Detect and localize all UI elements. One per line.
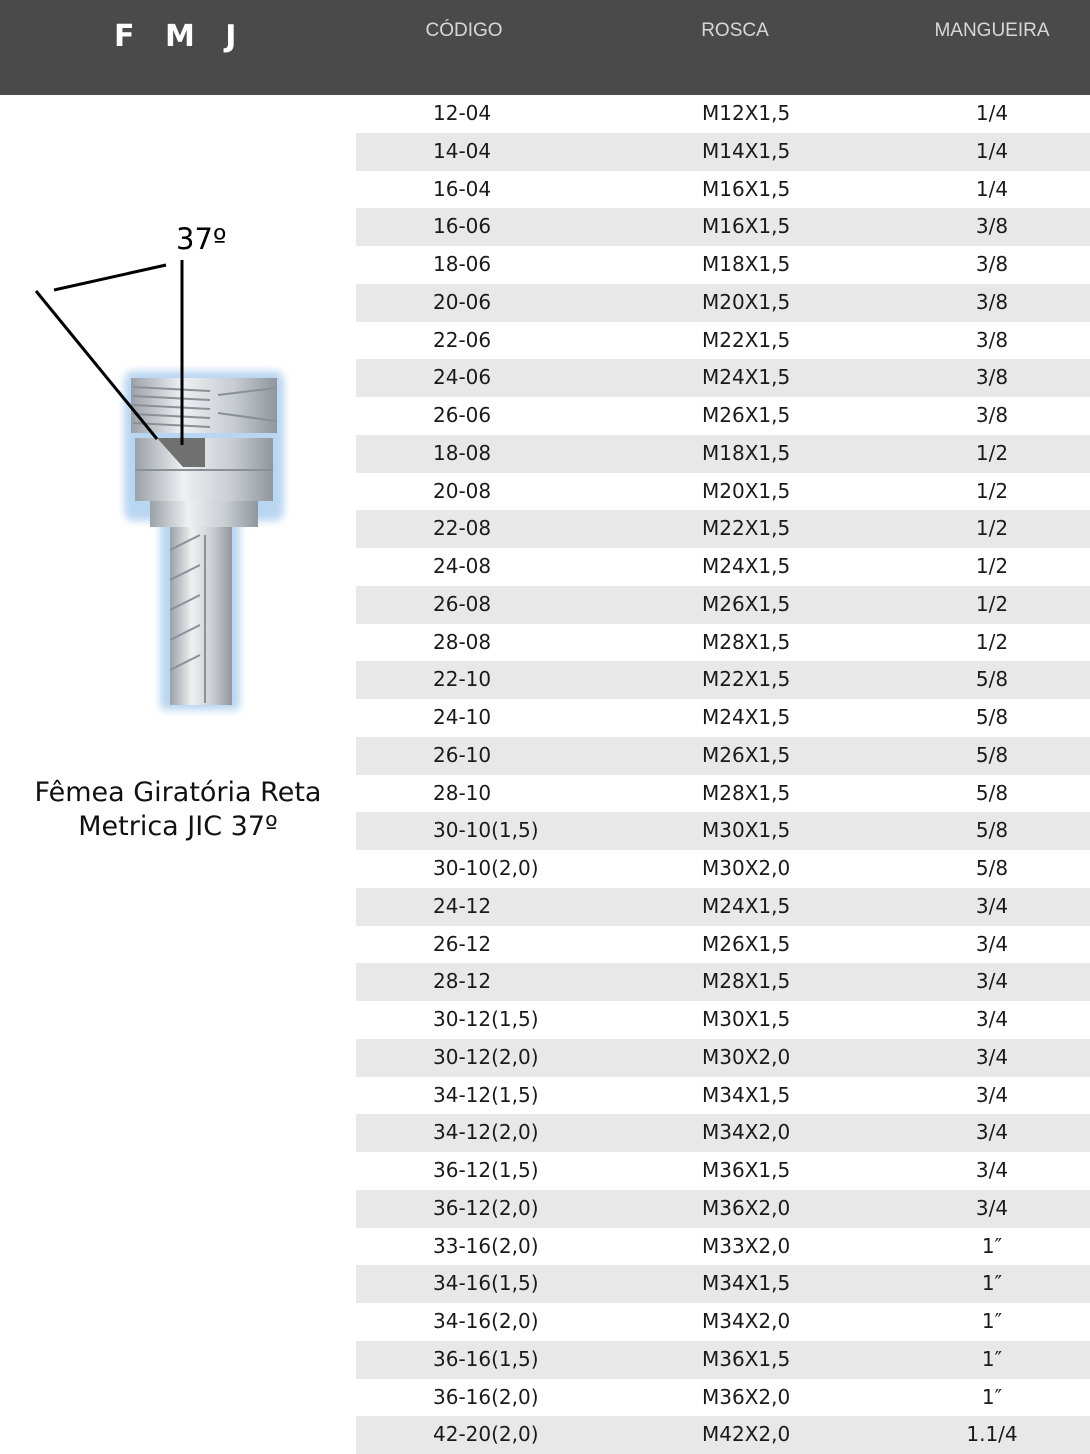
cell-hose: 5/8: [975, 742, 1009, 767]
cell-code: 24-08: [433, 554, 492, 578]
cell-code: 20-08: [433, 478, 492, 503]
table-row: [356, 435, 1090, 473]
cell-code: 12-04: [433, 101, 492, 125]
cell-thread: M28X1,5: [702, 780, 791, 805]
cell-code: 22-06: [433, 327, 492, 352]
cell-code: 28-12: [433, 969, 492, 994]
table-row: [356, 963, 1090, 1001]
cell-hose: 1/2: [975, 440, 1009, 465]
table-row: [356, 1379, 1090, 1417]
cell-thread: M36X1,5: [702, 1346, 791, 1371]
cell-code: 22-08: [433, 516, 492, 541]
cell-code: 24-12: [433, 893, 492, 918]
table-row: [356, 586, 1090, 624]
table-row: [356, 737, 1090, 775]
cell-code: 34-16(2,0): [433, 1309, 539, 1333]
cell-code: 36-12(2,0): [433, 1195, 539, 1220]
cell-hose: 1/4: [975, 138, 1009, 163]
cell-code: 34-16(1,5): [433, 1271, 539, 1296]
table-row: [356, 171, 1090, 209]
product-table: [356, 95, 1090, 1454]
cell-code: 18-08: [433, 440, 492, 465]
cell-code: 34-12(2,0): [433, 1120, 539, 1145]
cell-code: 16-06: [433, 214, 492, 239]
cell-thread: M34X2,0: [702, 1309, 791, 1333]
hose-stem: [170, 527, 232, 705]
cell-hose: 3/4: [975, 1120, 1009, 1145]
table-row: [356, 1001, 1090, 1039]
cell-thread: M36X2,0: [702, 1195, 791, 1220]
table-row: [356, 1265, 1090, 1303]
cell-thread: M28X1,5: [702, 969, 791, 994]
cell-code: 30-12(1,5): [433, 1007, 539, 1031]
cell-thread: M22X1,5: [702, 516, 791, 541]
cell-thread: M26X1,5: [702, 742, 791, 767]
cell-thread: M18X1,5: [702, 252, 791, 276]
table-row: [356, 775, 1090, 813]
cell-code: 28-10: [433, 780, 492, 805]
cell-thread: M24X1,5: [702, 893, 791, 918]
cell-code: 34-12(1,5): [433, 1082, 539, 1107]
cell-thread: M24X1,5: [702, 705, 791, 729]
table-row: [356, 1228, 1090, 1266]
fitting-drawing: [0, 95, 356, 795]
cell-hose: 5/8: [975, 667, 1009, 692]
cell-code: 30-10(1,5): [433, 818, 539, 843]
cell-hose: 1″: [981, 1309, 1003, 1333]
table-row: [356, 284, 1090, 322]
cell-thread: M36X1,5: [702, 1158, 791, 1182]
cell-code: 36-16(1,5): [433, 1346, 539, 1371]
cell-code: 18-06: [433, 252, 492, 276]
cell-code: 26-12: [433, 931, 492, 956]
cell-hose: 3/4: [975, 1082, 1009, 1107]
cell-hose: 5/8: [975, 705, 1009, 729]
cell-code: 36-16(2,0): [433, 1384, 539, 1409]
cell-hose: 3/4: [975, 1158, 1009, 1182]
cell-hose: 1/2: [975, 629, 1009, 654]
cell-code: 26-06: [433, 403, 492, 427]
table-row: [356, 1341, 1090, 1379]
cell-code: 30-10(2,0): [433, 856, 539, 880]
cell-thread: M24X1,5: [702, 365, 791, 390]
cell-code: 26-08: [433, 591, 492, 616]
cell-hose: 3/8: [975, 289, 1009, 314]
cell-hose: 1/2: [975, 516, 1009, 541]
cell-hose: 1/4: [975, 101, 1009, 125]
cell-code: 22-10: [433, 667, 492, 692]
angle-label: 37º: [176, 222, 227, 256]
cell-hose: 3/4: [975, 1007, 1009, 1031]
table-row: [356, 1190, 1090, 1228]
table-row: [356, 1039, 1090, 1077]
cell-thread: M24X1,5: [702, 554, 791, 578]
cell-code: 24-06: [433, 365, 492, 390]
cell-thread: M22X1,5: [702, 667, 791, 692]
column-header-mangueira: MANGUEIRA: [934, 20, 1050, 41]
table-row: [356, 473, 1090, 511]
table-row: [356, 850, 1090, 888]
cell-thread: M20X1,5: [702, 289, 791, 314]
cell-hose: 1/2: [975, 554, 1009, 578]
fitting-illustration: [0, 95, 356, 795]
cell-thread: M14X1,5: [702, 138, 791, 163]
cell-hose: 1″: [981, 1346, 1003, 1371]
cell-thread: M26X1,5: [702, 591, 791, 616]
table-row: [356, 133, 1090, 171]
cell-hose: 3/8: [975, 214, 1009, 239]
cell-hose: 5/8: [975, 856, 1009, 880]
table-row: [356, 1077, 1090, 1115]
table-row: [356, 926, 1090, 964]
product-caption: [0, 776, 356, 844]
cell-code: 30-12(2,0): [433, 1044, 539, 1069]
brand-logo: F M J: [114, 19, 247, 54]
cell-thread: M30X1,5: [702, 1007, 791, 1031]
cell-code: 36-12(1,5): [433, 1158, 539, 1182]
table-row: [356, 661, 1090, 699]
cell-hose: 3/4: [975, 1044, 1009, 1069]
table-row: [356, 1416, 1090, 1454]
cell-hose: 3/8: [975, 327, 1009, 352]
collar: [150, 501, 258, 527]
table-row: [356, 699, 1090, 737]
cell-hose: 3/4: [975, 931, 1009, 956]
cell-hose: 3/8: [975, 365, 1009, 390]
cell-hose: 5/8: [975, 818, 1009, 843]
cell-thread: M42X2,0: [702, 1422, 791, 1447]
table-row: [356, 624, 1090, 662]
column-header-codigo: CÓDIGO: [425, 20, 503, 41]
cell-hose: 1″: [981, 1271, 1003, 1296]
cell-thread: M26X1,5: [702, 931, 791, 956]
table-row: [356, 322, 1090, 360]
caption-line-2: Metrica JIC 37º: [78, 811, 278, 842]
cell-code: 16-04: [433, 176, 492, 201]
table-row: [356, 246, 1090, 284]
cell-hose: 3/8: [975, 252, 1009, 276]
table-row: [356, 397, 1090, 435]
cell-hose: 1/4: [975, 176, 1009, 201]
table-row: [356, 208, 1090, 246]
cell-thread: M22X1,5: [702, 327, 791, 352]
column-header-rosca: ROSCA: [701, 20, 769, 41]
cell-hose: 1/2: [975, 478, 1009, 503]
cell-code: 20-06: [433, 289, 492, 314]
cell-code: 24-10: [433, 705, 492, 729]
table-row: [356, 548, 1090, 586]
cell-code: 42-20(2,0): [433, 1422, 539, 1447]
cell-code: 33-16(2,0): [433, 1233, 539, 1258]
cell-thread: M20X1,5: [702, 478, 791, 503]
cell-thread: M33X2,0: [702, 1233, 791, 1258]
cell-hose: 1/2: [975, 591, 1009, 616]
cell-hose: 5/8: [975, 780, 1009, 805]
cell-thread: M28X1,5: [702, 629, 791, 654]
cell-hose: 1.1/4: [966, 1422, 1018, 1447]
cell-thread: M12X1,5: [702, 101, 791, 125]
cell-code: 26-10: [433, 742, 492, 767]
cell-thread: M30X2,0: [702, 1044, 791, 1069]
table-row: [356, 1303, 1090, 1341]
cell-code: 14-04: [433, 138, 492, 163]
cell-thread: M34X2,0: [702, 1120, 791, 1145]
cell-thread: M30X1,5: [702, 818, 791, 843]
cell-thread: M34X1,5: [702, 1271, 791, 1296]
cell-thread: M16X1,5: [702, 176, 791, 201]
cell-thread: M36X2,0: [702, 1384, 791, 1409]
cell-thread: M16X1,5: [702, 214, 791, 239]
cell-hose: 3/4: [975, 969, 1009, 994]
table-row: [356, 1114, 1090, 1152]
cell-thread: M34X1,5: [702, 1082, 791, 1107]
cell-hose: 1″: [981, 1384, 1003, 1409]
caption-line-1: Fêmea Giratória Reta: [34, 777, 322, 808]
table-row: [356, 95, 1090, 133]
table-header: [0, 0, 1090, 95]
cell-hose: 3/4: [975, 1195, 1009, 1220]
cell-hose: 3/4: [975, 893, 1009, 918]
cell-hose: 1″: [981, 1233, 1003, 1258]
cell-thread: M30X2,0: [702, 856, 791, 880]
table-row: [356, 1152, 1090, 1190]
table-row: [356, 812, 1090, 850]
table-row: [356, 510, 1090, 548]
cell-code: 28-08: [433, 629, 492, 654]
cell-hose: 3/8: [975, 403, 1009, 427]
cell-thread: M18X1,5: [702, 440, 791, 465]
cell-thread: M26X1,5: [702, 403, 791, 427]
table-row: [356, 359, 1090, 397]
table-row: [356, 888, 1090, 926]
